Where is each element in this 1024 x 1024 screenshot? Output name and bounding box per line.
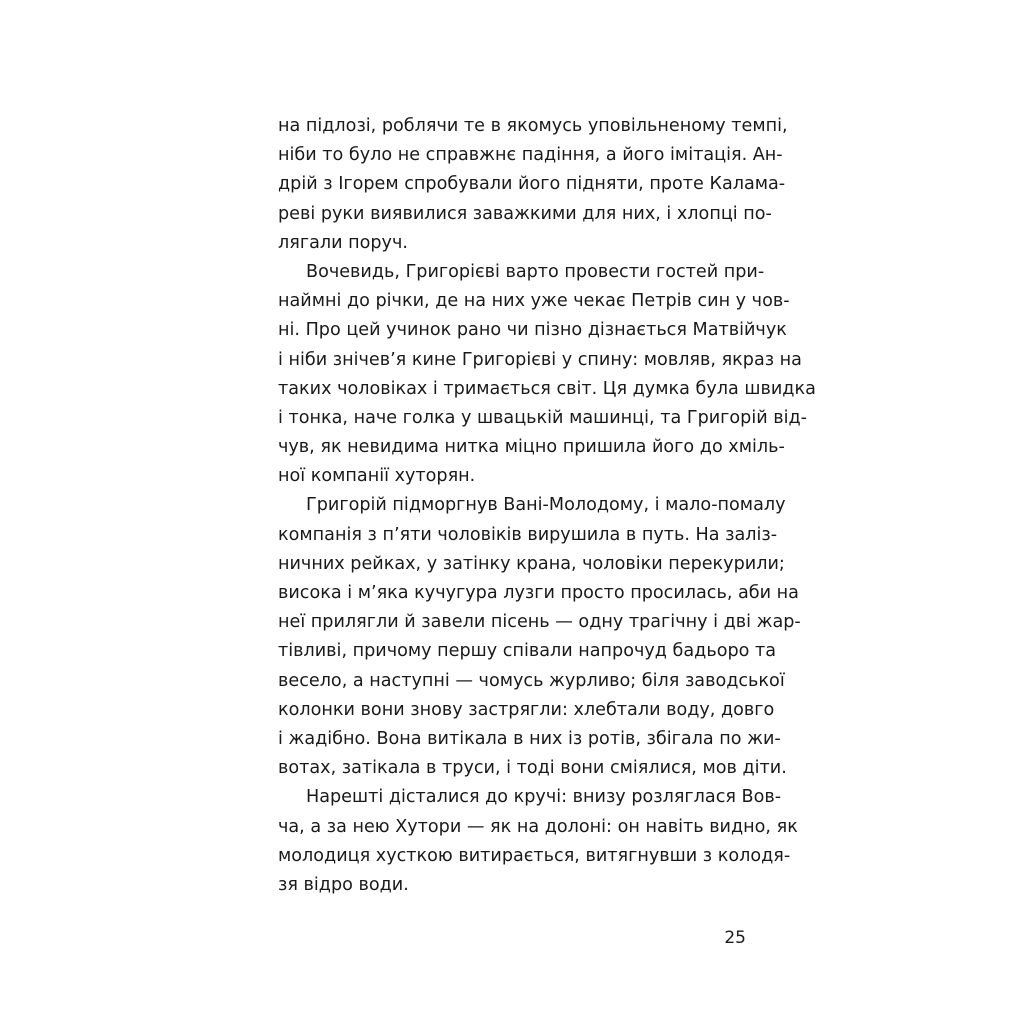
text-line: ча, а за нею Хутори — як на долоні: он навіть видно, як (278, 816, 798, 837)
text-line: і ніби знічев’я кине Григорієві у спину: мовляв, якраз на (278, 349, 802, 370)
text-line: наймні до річки, де на них уже чекає Петрів син у чов- (278, 291, 790, 312)
text-line: вотах, затікала в труси, і тоді вони сміялися, мов діти. (278, 758, 787, 779)
page-number: 25 (724, 928, 746, 948)
text-line: таких чоловіках і тримається світ. Ця думка була швидка (278, 378, 816, 399)
text-line: лягали поруч. (278, 232, 408, 253)
text-line: неї прилягли й завели пісень — одну трагічну і дві жар- (278, 612, 801, 633)
text-line: Нарешті дісталися до кручі: внизу розляглася Вов- (306, 787, 782, 808)
text-line: зя відро води. (278, 874, 409, 895)
text-line: і тонка, наче голка у швацькій машинці, та Григорій від- (278, 407, 808, 428)
text-line: молодиця хусткою витирається, витягнувши з колодя- (278, 845, 791, 866)
text-line: чув, як невидима нитка міцно пришила його до хміль- (278, 437, 785, 458)
text-line: колонки вони знову застрягли: хлебтали воду, довго (278, 699, 775, 720)
text-line: дрій з Ігорем спробували його підняти, проте Калама- (278, 174, 786, 195)
text-line: ні. Про цей учинок рано чи пізно дізнається Матвійчук (278, 320, 787, 341)
text-line: ничних рейках, у затінку крана, чоловіки перекурили; (278, 553, 785, 574)
text-line: ної компанії хуторян. (278, 466, 476, 487)
text-line: тівливі, причому першу співали напрочуд бадьоро та (278, 641, 777, 662)
text-line: реві руки виявилися заважкими для них, і хлопці по- (278, 203, 772, 224)
text-line: весело, а наступні — чомусь журливо; біля заводської (278, 670, 785, 691)
body-text (278, 112, 816, 900)
text-line: Григорій підморгнув Вані-Молодому, і мало-помалу (306, 495, 786, 516)
text-line: на підлозі, роблячи те в якомусь уповільненому темпі, (278, 116, 788, 136)
text-line: Вочевидь, Григорієві варто провести гостей при- (306, 261, 765, 282)
text-line: компанія з п’яти чоловіків вирушила в путь. На заліз- (278, 524, 778, 545)
text-line: і жадібно. Вона витікала в них із ротів, збігала по жи- (278, 728, 781, 749)
text-line: ніби то було не справжнє падіння, а його імітація. Ан- (278, 145, 783, 166)
text-line: висока і м’яка кучугура лузги просто просилась, аби на (278, 583, 799, 603)
